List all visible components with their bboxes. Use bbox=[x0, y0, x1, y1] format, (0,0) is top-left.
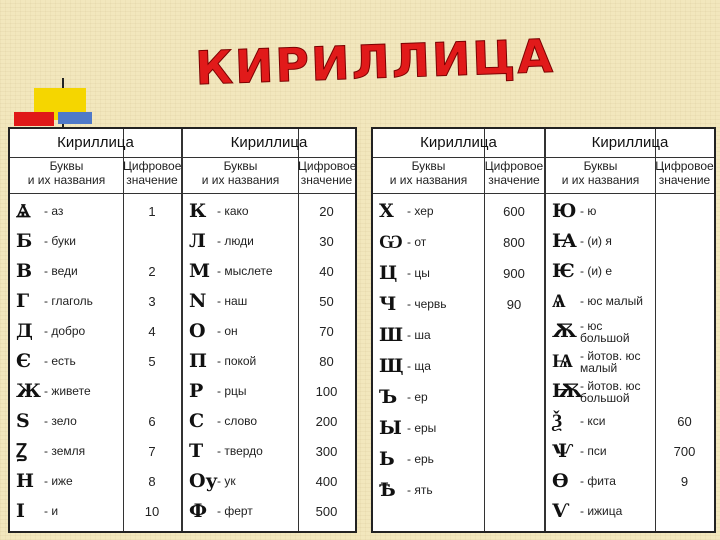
numeric-value: 40 bbox=[319, 264, 334, 279]
table-row bbox=[10, 287, 181, 316]
table-row bbox=[10, 317, 181, 346]
letter-name: - земля bbox=[44, 444, 86, 458]
table-row bbox=[183, 317, 355, 346]
letter-glyph: Ѧ bbox=[552, 290, 566, 312]
numeric-value: 70 bbox=[319, 324, 334, 339]
letter-glyph: Ъ bbox=[379, 386, 398, 408]
table-row bbox=[373, 259, 544, 288]
numeric-value: 500 bbox=[315, 504, 338, 519]
table-row bbox=[183, 437, 355, 466]
numeric-value: 2 bbox=[148, 264, 156, 279]
letter-glyph: Р bbox=[189, 380, 204, 402]
letter-glyph: Ц bbox=[379, 262, 398, 284]
letter-name: - и bbox=[44, 504, 59, 518]
letter-glyph: О bbox=[189, 320, 206, 342]
table-row bbox=[373, 383, 544, 412]
letter-glyph: Ѕ bbox=[16, 410, 30, 432]
column-header: Кириллица bbox=[420, 134, 497, 151]
numeric-value: 4 bbox=[148, 324, 156, 339]
table-row bbox=[10, 437, 181, 466]
table-row bbox=[546, 287, 714, 316]
letter-name: - зело bbox=[44, 414, 77, 428]
table-row bbox=[546, 257, 714, 286]
subheader-value: Цифровое значение bbox=[484, 159, 544, 187]
table-row bbox=[373, 476, 544, 505]
letter-glyph: Є bbox=[16, 350, 32, 372]
letter-glyph: Ь bbox=[379, 448, 395, 470]
letter-name: - ижица bbox=[580, 504, 623, 518]
table-row bbox=[546, 467, 714, 496]
letter-glyph: Ф bbox=[189, 500, 208, 522]
numeric-value: 7 bbox=[148, 444, 156, 459]
letter-name: - от bbox=[407, 235, 427, 249]
subheader-value: Цифровое значение bbox=[298, 159, 357, 187]
letter-glyph: Б bbox=[16, 230, 33, 252]
column-header: Кириллица bbox=[57, 134, 134, 151]
table-row bbox=[546, 407, 714, 436]
letter-glyph: І bbox=[16, 500, 25, 522]
table-row bbox=[183, 467, 355, 496]
table-row bbox=[10, 347, 181, 376]
numeric-value: 300 bbox=[315, 444, 338, 459]
letter-name: - ять bbox=[407, 483, 433, 497]
table-row bbox=[183, 497, 355, 526]
letter-glyph: К bbox=[189, 200, 207, 222]
letter-glyph: Т bbox=[189, 440, 204, 462]
letter-glyph: Д bbox=[16, 320, 33, 342]
column-header: Кириллица bbox=[230, 134, 308, 151]
letter-name: - мыслете bbox=[217, 264, 273, 278]
table-row bbox=[546, 497, 714, 526]
letter-name: - добро bbox=[44, 324, 86, 338]
table-row bbox=[546, 347, 714, 376]
letter-name: - буки bbox=[44, 234, 76, 248]
numeric-value: 800 bbox=[503, 235, 525, 250]
table-row bbox=[10, 497, 181, 526]
letter-name: - живете bbox=[44, 384, 91, 398]
letter-glyph: Ѩ bbox=[552, 350, 573, 372]
letter-name: - веди bbox=[44, 264, 78, 278]
numeric-value: 20 bbox=[319, 204, 334, 219]
table-row bbox=[183, 197, 355, 226]
table-row bbox=[10, 467, 181, 496]
numeric-value: 1 bbox=[148, 204, 156, 219]
subheader-value: Цифровое значение bbox=[123, 159, 182, 187]
numeric-value: 200 bbox=[315, 414, 338, 429]
table-row bbox=[546, 197, 714, 226]
numeric-value: 6 bbox=[148, 414, 156, 429]
numeric-value: 8 bbox=[148, 474, 156, 489]
letter-name: - ерь bbox=[407, 452, 434, 466]
letter-glyph: Ѵ bbox=[552, 500, 570, 522]
numeric-value: 30 bbox=[319, 234, 334, 249]
alphabet-table-left bbox=[8, 127, 357, 533]
table-row bbox=[183, 347, 355, 376]
table-row bbox=[373, 321, 544, 350]
numeric-value: 700 bbox=[673, 444, 696, 459]
table-row bbox=[373, 197, 544, 226]
letter-name: - ю bbox=[580, 204, 597, 218]
letter-glyph: Ѭ bbox=[552, 380, 583, 402]
table-row bbox=[183, 257, 355, 286]
letter-name: - (и) е bbox=[580, 264, 613, 278]
table-row bbox=[373, 352, 544, 381]
numeric-value: 3 bbox=[148, 294, 156, 309]
column-header: Кириллица bbox=[591, 134, 669, 151]
letter-glyph: Ⱑ bbox=[16, 200, 31, 222]
letter-name: - покой bbox=[217, 354, 257, 368]
numeric-value: 50 bbox=[319, 294, 334, 309]
letter-glyph: П bbox=[189, 350, 207, 372]
letter-glyph: Ш bbox=[379, 324, 404, 346]
numeric-value: 400 bbox=[315, 474, 338, 489]
letter-name: - фита bbox=[580, 474, 616, 488]
letter-name: - глаголь bbox=[44, 294, 93, 308]
numeric-value: 600 bbox=[503, 204, 525, 219]
letter-glyph: Ѱ bbox=[552, 440, 573, 462]
letter-glyph: Г bbox=[16, 290, 30, 312]
table-row bbox=[183, 287, 355, 316]
subheader-value: Цифровое значение bbox=[655, 159, 714, 187]
title-text: КИРИЛЛИЦА bbox=[194, 28, 556, 96]
letter-name: - юс большой bbox=[580, 319, 630, 345]
letter-name: - ук bbox=[217, 474, 236, 488]
letter-glyph: С bbox=[189, 410, 205, 432]
subheader-letters: Буквы и их названия bbox=[27, 159, 106, 187]
letter-glyph: Ѳ bbox=[552, 470, 569, 492]
letter-name: - (и) я bbox=[580, 234, 612, 248]
subheader-letters: Буквы и их названия bbox=[389, 159, 468, 187]
letter-name: - наш bbox=[217, 294, 248, 308]
letter-name: - ер bbox=[407, 390, 428, 404]
letter-glyph: Ю bbox=[552, 200, 577, 222]
letter-glyph: Ѯ bbox=[552, 410, 563, 432]
numeric-value: 80 bbox=[319, 354, 334, 369]
page-title bbox=[190, 18, 560, 98]
letter-name: - йотов. юс малый bbox=[580, 349, 641, 375]
letter-name: - цы bbox=[407, 266, 430, 280]
alphabet-table-right bbox=[371, 127, 716, 533]
letter-glyph: Ѫ bbox=[552, 320, 577, 342]
letter-name: - юс малый bbox=[580, 294, 643, 308]
letter-glyph: Ꙗ bbox=[552, 230, 577, 252]
letter-name: - иже bbox=[44, 474, 73, 488]
table-row bbox=[546, 377, 714, 406]
table-row bbox=[183, 227, 355, 256]
letter-name: - он bbox=[217, 324, 238, 338]
letter-glyph: Л bbox=[189, 230, 206, 252]
letter-name: - йотов. юс большой bbox=[580, 379, 641, 405]
letter-name: - слово bbox=[217, 414, 258, 428]
letter-name: - кси bbox=[580, 414, 606, 428]
decorative-bar-red bbox=[14, 112, 54, 126]
numeric-value: 5 bbox=[148, 354, 156, 369]
table-row bbox=[10, 197, 181, 226]
table-row bbox=[10, 407, 181, 436]
letter-name: - аз bbox=[44, 204, 64, 218]
table-row bbox=[373, 414, 544, 443]
letter-name: - червь bbox=[407, 297, 447, 311]
table-row bbox=[546, 437, 714, 466]
numeric-value: 90 bbox=[506, 297, 522, 312]
letter-name: - люди bbox=[217, 234, 254, 248]
table-row bbox=[546, 317, 714, 346]
letter-name: - рцы bbox=[217, 384, 247, 398]
table-row bbox=[10, 377, 181, 406]
numeric-value: 10 bbox=[144, 504, 160, 519]
letter-glyph: Ѥ bbox=[552, 260, 575, 282]
numeric-value: 100 bbox=[315, 384, 338, 399]
letter-name: - пси bbox=[580, 444, 607, 458]
letter-glyph: Х bbox=[379, 200, 394, 222]
table-row bbox=[373, 445, 544, 474]
letter-name: - еры bbox=[407, 421, 437, 435]
letter-glyph: Ѣ bbox=[379, 479, 396, 501]
letter-glyph: Щ bbox=[379, 355, 404, 377]
letter-name: - хер bbox=[407, 204, 434, 218]
numeric-value: 60 bbox=[677, 414, 692, 429]
table-row bbox=[183, 377, 355, 406]
letter-glyph: Оу bbox=[189, 470, 218, 492]
letter-glyph: Ы bbox=[379, 417, 402, 439]
table-row bbox=[373, 290, 544, 319]
letter-name: - како bbox=[217, 204, 249, 218]
letter-name: - есть bbox=[44, 354, 76, 368]
letter-name: - твердо bbox=[217, 444, 263, 458]
letter-glyph: Ꙁ bbox=[16, 440, 27, 462]
table-row bbox=[183, 407, 355, 436]
letter-glyph: М bbox=[189, 260, 211, 282]
letter-glyph: Ж bbox=[16, 380, 41, 402]
subheader-letters: Буквы и их названия bbox=[201, 159, 280, 187]
letter-glyph: N bbox=[189, 290, 207, 312]
letter-glyph: Ѡ bbox=[379, 231, 403, 253]
letter-glyph: В bbox=[16, 260, 33, 282]
table-row bbox=[546, 227, 714, 256]
table-row bbox=[373, 228, 544, 257]
letter-glyph: Н bbox=[16, 470, 34, 492]
numeric-value: 900 bbox=[503, 266, 525, 281]
numeric-value: 9 bbox=[680, 474, 689, 489]
letter-name: - ща bbox=[407, 359, 431, 373]
decorative-bar-blue bbox=[58, 112, 92, 124]
letter-glyph: Ч bbox=[379, 293, 397, 315]
table-row bbox=[10, 257, 181, 286]
table-row bbox=[10, 227, 181, 256]
subheader-letters: Буквы и их названия bbox=[561, 159, 640, 187]
letter-name: - ферт bbox=[217, 504, 253, 518]
letter-name: - ша bbox=[407, 328, 431, 342]
